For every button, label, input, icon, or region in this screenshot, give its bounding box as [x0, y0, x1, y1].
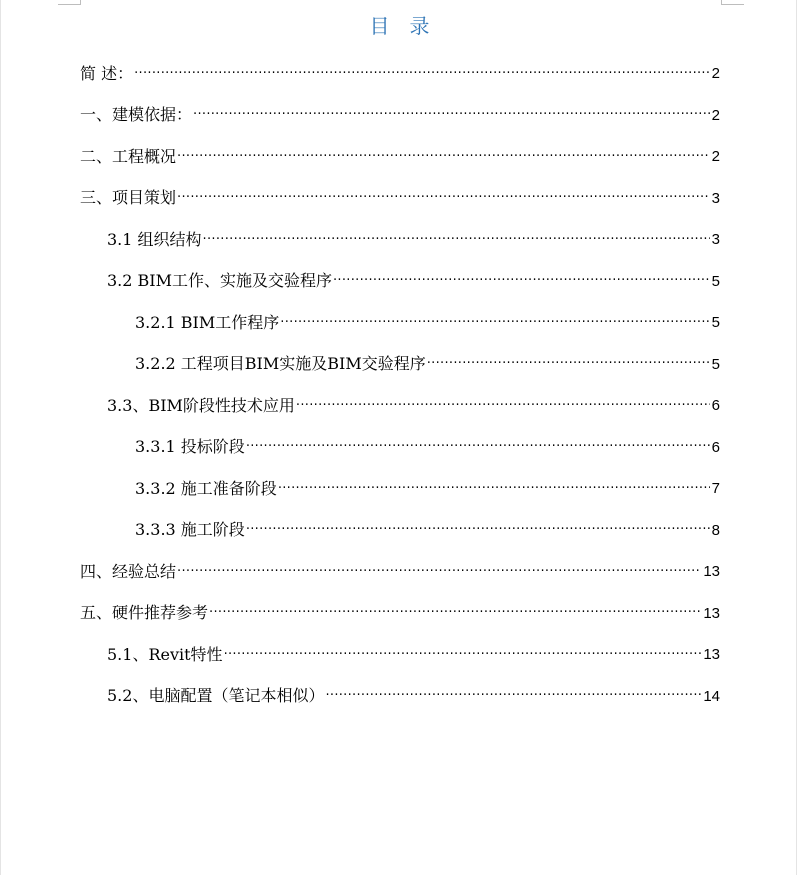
toc-entry-page: 2 — [711, 148, 720, 166]
toc-leader-dots — [134, 71, 710, 83]
toc-leader-dots — [193, 112, 710, 124]
toc-entry-text: 二、工程概况 — [80, 146, 177, 166]
toc-entry-text: 5.1、Revit特性 — [107, 644, 223, 664]
toc-entry[interactable] — [1, 551, 797, 593]
toc-entry-text: 五、硬件推荐参考 — [80, 603, 209, 623]
toc-entry[interactable] — [1, 302, 797, 344]
toc-leader-dots — [177, 154, 710, 166]
toc-entry-page: 2 — [711, 65, 720, 83]
toc-entry[interactable] — [1, 261, 797, 303]
toc-leader-dots — [209, 610, 701, 622]
toc-leader-dots — [278, 486, 710, 498]
toc-entry[interactable] — [1, 593, 797, 635]
toc-entry-page: 14 — [703, 687, 720, 705]
toc-entry-page: 13 — [703, 604, 720, 622]
toc-leader-dots — [246, 444, 710, 456]
toc-entry[interactable] — [1, 53, 797, 95]
toc-entry-page: 3 — [711, 189, 720, 207]
toc-entry-text: 三、项目策划 — [80, 188, 177, 208]
toc-entry-page: 2 — [711, 106, 720, 124]
toc-entry-page: 7 — [711, 480, 720, 498]
toc-entry-page: 5 — [711, 314, 720, 332]
toc-entry[interactable] — [1, 344, 797, 386]
toc-leader-dots — [325, 693, 701, 705]
toc-entry-page: 6 — [711, 397, 720, 415]
toc-entry-page: 3 — [711, 231, 720, 249]
toc-leader-dots — [224, 652, 702, 664]
toc-entry-text: 5.2、电脑配置（笔记本相似） — [107, 686, 325, 706]
toc-entry[interactable] — [1, 178, 797, 220]
toc-leader-dots — [280, 320, 709, 332]
toc-entry-text: 3.3.2 施工准备阶段 — [135, 478, 277, 498]
toc-entry-page: 13 — [703, 646, 720, 664]
toc-leader-dots — [427, 361, 710, 373]
toc-leader-dots — [296, 403, 710, 415]
toc-leader-dots — [177, 569, 701, 581]
page-corner-mark-right — [721, 0, 744, 5]
toc-entry[interactable] — [1, 468, 797, 510]
toc-entry-text: 3.1 组织结构 — [107, 229, 202, 249]
toc-entry[interactable] — [1, 95, 797, 137]
toc-entry-text: 一、建模依据： — [80, 105, 193, 125]
toc-entry-page: 5 — [711, 272, 720, 290]
toc-title: 目 录 — [369, 14, 430, 38]
toc-entry-page: 5 — [711, 355, 720, 373]
toc-entry-text: 3.3.1 投标阶段 — [135, 437, 245, 457]
toc-leader-dots — [246, 527, 710, 539]
toc-entry-text: 简 述： — [80, 63, 134, 83]
toc-entry-page: 8 — [711, 521, 720, 539]
toc-entry-text: 3.3、BIM阶段性技术应用 — [107, 395, 295, 415]
toc-leader-dots — [333, 278, 710, 290]
toc-entry-page: 13 — [703, 563, 720, 581]
toc-entry[interactable] — [1, 427, 797, 469]
toc-entry[interactable] — [1, 219, 797, 261]
toc-entry-page: 6 — [711, 438, 720, 456]
toc-entry[interactable] — [1, 676, 797, 718]
page-corner-mark-left — [58, 0, 81, 5]
toc-leader-dots — [203, 237, 710, 249]
toc-entry-text: 四、经验总结 — [80, 561, 177, 581]
toc-leader-dots — [177, 195, 710, 207]
toc-entry-text: 3.2.1 BIM工作程序 — [135, 312, 280, 332]
toc-entry[interactable] — [1, 634, 797, 676]
toc-entry[interactable] — [1, 136, 797, 178]
toc-entry-text: 3.2.2 工程项目BIM实施及BIM交验程序 — [135, 354, 426, 374]
toc-list — [1, 53, 797, 717]
toc-entry-text: 3.2 BIM工作、实施及交验程序 — [107, 271, 332, 291]
toc-entry[interactable] — [1, 385, 797, 427]
toc-entry[interactable] — [1, 510, 797, 552]
toc-entry-text: 3.3.3 施工阶段 — [135, 520, 245, 540]
